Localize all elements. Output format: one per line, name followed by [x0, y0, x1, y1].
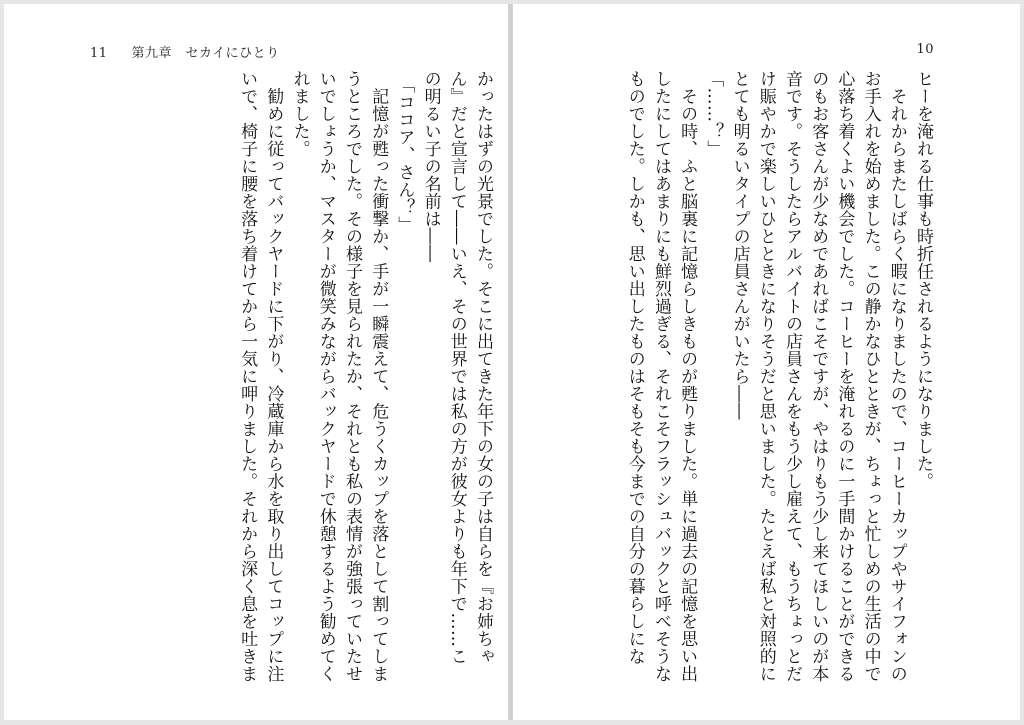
right-page-number: 10: [916, 42, 934, 57]
text-line: れました。: [289, 70, 310, 158]
text-line: いで、椅子に腰を落ち着けてから一気に呷りました。それから深く息を吐きま: [237, 70, 258, 683]
right-page-header: [916, 42, 934, 57]
text-line: それからまたしばらく暇になりましたので、コーヒーカップやサイフォンの: [886, 70, 907, 683]
right-page-body: [596, 70, 936, 685]
left-page-header: [90, 42, 280, 61]
text-line: ヒーを淹れる仕事も時折任されるようになりました。: [913, 70, 933, 490]
text-line: ものでした。しかも、思い出したものはそもそも今までの自分の暮らしにな: [624, 70, 645, 665]
dialogue-line: 「ココア、さん？」: [394, 76, 415, 234]
text-line: かったはずの光景でした。そこに出てきた年下の女の子は自らを『お姉ちゃ: [473, 70, 493, 665]
text-line: 心落ち着くよい機会でした。コーヒーを淹れるのに一手間かけることができる: [834, 70, 855, 683]
text-line: 勧めに従ってバックヤードに下がり、冷蔵庫から水を取り出してコップに注: [263, 70, 284, 683]
text-line: したにしてはあまりにも鮮烈過ぎる、それこそフラッシュバックと呼べそうな: [650, 70, 671, 683]
text-line: 記憶が甦った衝撃か、手が一瞬震えて、危うくカップを落として割ってしま: [368, 70, 389, 683]
text-line: 音です。そうしたらアルバイトの店員さんをもう少し雇えて、もうちょっとだ: [781, 70, 802, 683]
left-page: [4, 4, 509, 720]
text-line: の明るい子の名前は――: [420, 70, 441, 263]
text-line: け賑やかで楽しいひとときになりそうだと思いました。たとえば私と対照的に: [755, 70, 776, 683]
text-line: その時、ふと脳裏に記憶らしきものが甦りました。単に過去の記憶を思い出: [677, 70, 698, 683]
dialogue-line: 「……？」: [703, 70, 724, 158]
text-line: うところでした。その様子を見られたか、それとも私の表情が強張っていたせ: [341, 70, 362, 683]
chapter-title: 第九章 セカイにひとり: [131, 46, 280, 61]
left-page-body: [91, 70, 496, 685]
left-page-number: 11: [90, 46, 108, 61]
text-line: お手入れを始めました。この静かなひとときが、ちょっと忙しめの生活の中で: [860, 70, 881, 683]
right-page: [512, 4, 1020, 720]
text-line: のもお客さんが少なめであればこそですが、やはりもう少し来てほしいのが本: [808, 70, 829, 683]
text-line: ん』だと宣言して――いえ、その世界では私の方が彼女よりも年下で……こ: [446, 70, 467, 665]
text-line: とても明るいタイプの店員さんがいたら――: [729, 70, 750, 420]
text-line: いでしょうか、マスターが微笑みながらバックヤードで休憩するよう勧めてく: [315, 70, 336, 683]
